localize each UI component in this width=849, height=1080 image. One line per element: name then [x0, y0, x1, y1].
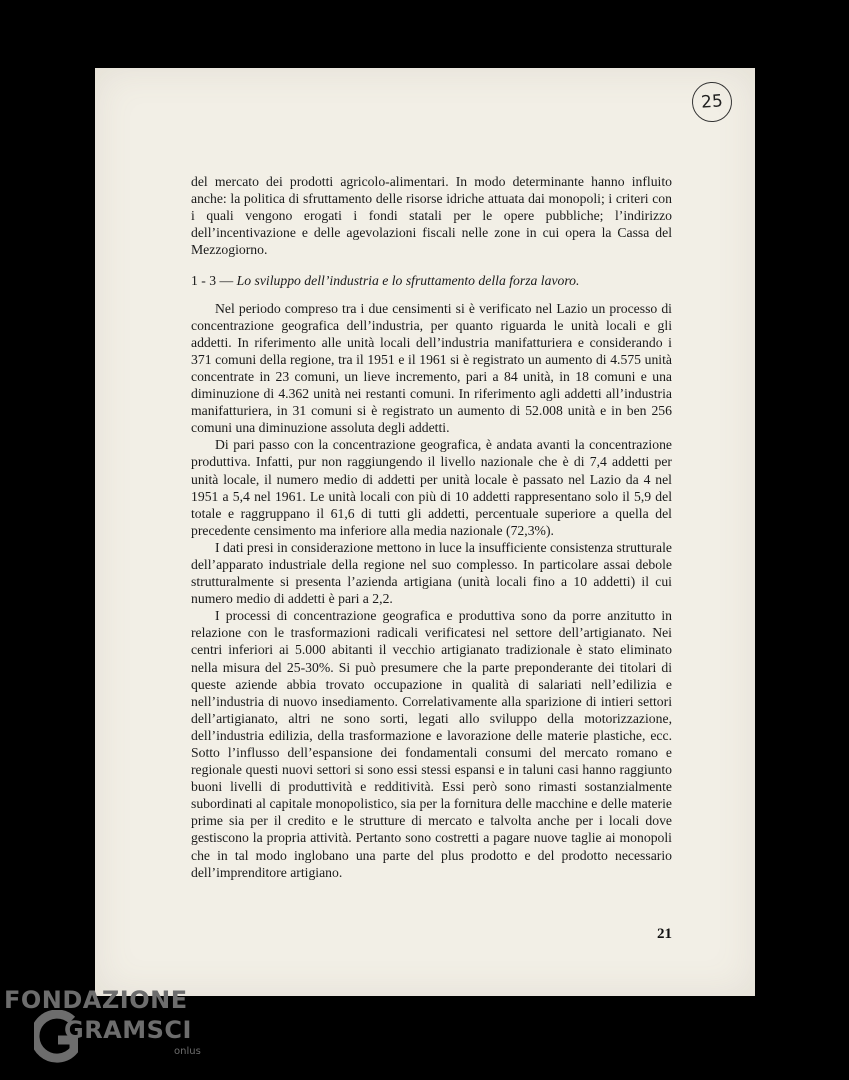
intro-paragraph: del mercato dei prodotti agricolo-alimentari. In modo determinante hanno influito anche: la politica di sfruttamento delle risorse idriche attuata dai monopoli; i criteri con i quali vengono erogati i fondi statali per le opere pubbliche; l’indirizzo dell’incentivazione e delle agevolazioni fiscali nelle zone in cui opera la Cassa del Mezzogiorno. [191, 174, 672, 258]
section-heading [191, 272, 672, 289]
watermark-line1: FONDAZIONE [4, 986, 188, 1014]
page-number: 21 [657, 926, 672, 942]
paragraph: I processi di concentrazione geografica e produttiva sono da porre anzitutto in relazione con le trasformazioni radicali verificatesi nel settore dell’artigianato. Nei centri inferiori ai 5.000 abitanti il vecchio artigianato tradizionale è stato eliminato nella misura del 25-30%. Si può presumere che la parte preponderante dei titolari di queste aziende abbia trovato occupazione in qualità di salariati nell’edilizia e nell’industria di nuovo insediamento. Correlativamente alla sparizione di intieri settori dell’artigianato, altri ne sono sorti, legati allo sviluppo della motorizzazione, dell’industria edilizia, della trasformazione e lavorazione delle materie plastiche, ecc. Sotto l’influsso dell’espansione dei fondamentali consumi del mercato romano e regionale questi nuovi settori si sono essi stessi espansi e in taluni casi hanno raggiunto buoni livelli di produttività e redditività. Essi però sono rimasti sostanzialmente subordinati al capitale monopolistico, sia per la fornitura delle macchine e delle materie prime sia per il credito e le strutture di mercato e talvolta anche per i locali dove gestiscono la propria attività. Pertanto sono costretti a pagare nuove taglie ai monopoli che in tal modo inglobano una parte del plus prodotto e del prodotto necessario dell’imprenditore artigiano. [191, 608, 672, 880]
fondazione-gramsci-watermark [4, 986, 214, 1076]
watermark-line2: GRAMSCI [64, 1016, 192, 1044]
paragraph: Di pari passo con la concentrazione geografica, è andata avanti la concentrazione produttiva. Infatti, pur non raggiungendo il livello nazionale che è di 7,4 addetti per unità locale, il numero medio di addetti per unità locale è passato nel Lazio da 4 nel 1951 a 5,4 nel 1961. Le unità locali con più di 10 addetti rappresentano solo il 5,9 del totale e raggruppano il 61,6 di tutti gli addetti, percentuale superiore a quella del precedente censimento ma inferiore alla media nazionale (72,3%). [191, 437, 672, 538]
section-number: 1 - 3 — [191, 273, 234, 289]
document-page [95, 68, 755, 996]
archive-stamp: 25 [691, 81, 734, 124]
paragraph: I dati presi in considerazione mettono in luce la insufficiente consistenza strutturale dell’apparato industriale della regione nel suo complesso. In particolare assai debole strutturalmente si presenta l’azienda artigiana (unità locali fino a 10 addetti) il cui numero medio di addetti è pari a 2,2. [191, 539, 672, 607]
watermark-line3: onlus [174, 1046, 201, 1057]
section-title: Lo sviluppo dell’industria e lo sfruttamento della forza lavoro. [236, 273, 580, 289]
paragraph: Nel periodo compreso tra i due censimenti si è verificato nel Lazio un processo di concentrazione geografica dell’industria, per quanto riguarda le unità locali e gli addetti. In riferimento alle unità locali dell’industria manifatturiera e considerando i 371 comuni della regione, tra il 1951 e il 1961 si è registrato un aumento di 4.575 unità concentrate in 23 comuni, un lieve incremento, pari a 84 unità, in 18 comuni e una diminuzione di 4.362 unità nei restanti comuni. In riferimento agli addetti all’industria manifatturiera, in 31 comuni si è registrato un aumento di 52.008 unità e in ben 256 comuni una diminuzione assoluta degli addetti. [191, 300, 672, 436]
body-text [191, 173, 672, 881]
